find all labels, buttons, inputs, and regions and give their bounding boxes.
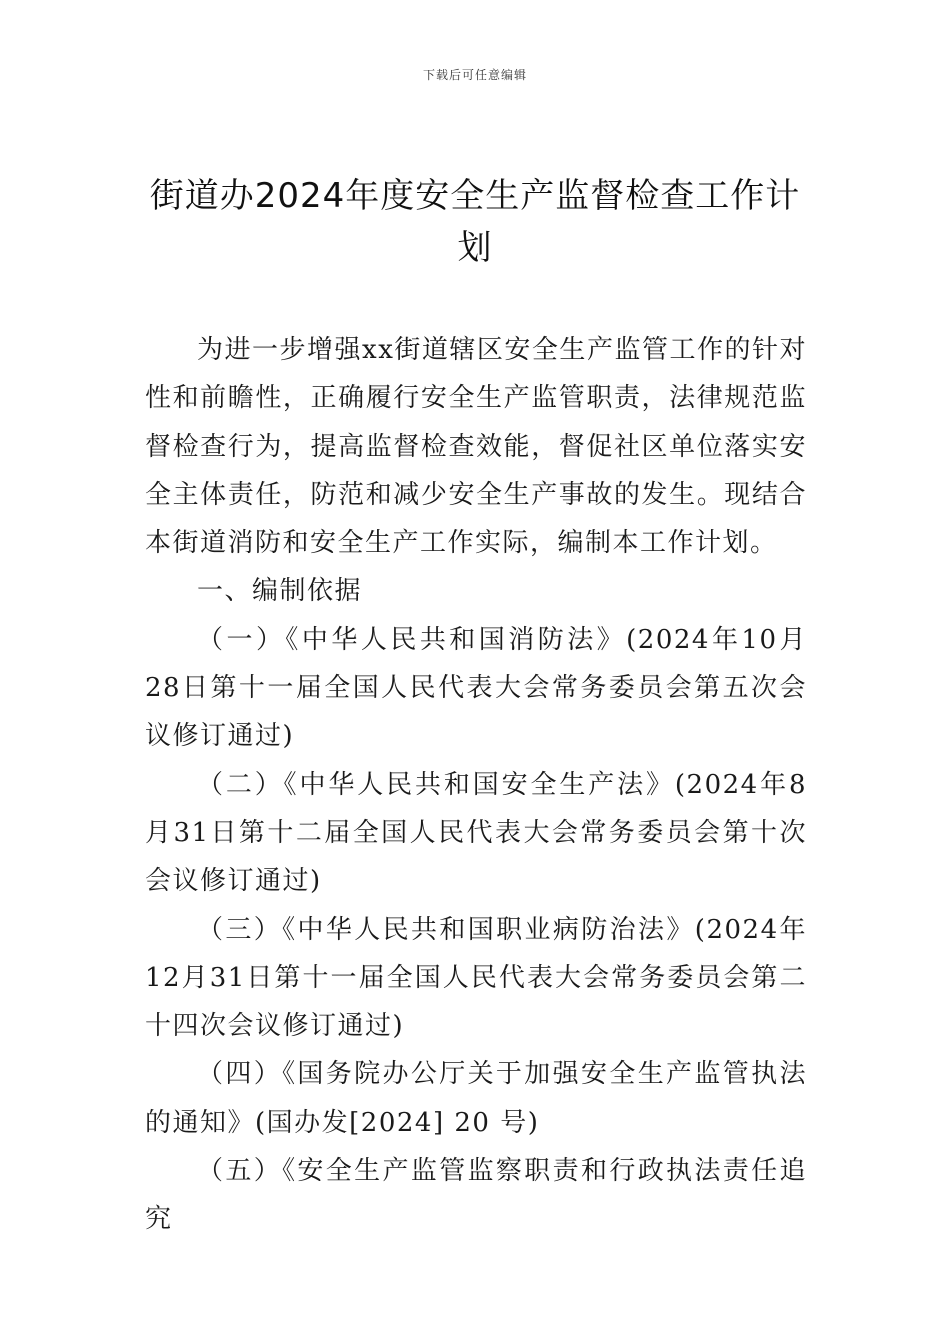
header-note: 下载后可任意编辑 xyxy=(422,68,527,82)
basis-item-4: （四）《国务院办公厅关于加强安全生产监管执法的通知》(国办发[2024] 20 号) xyxy=(145,1059,807,1138)
section-heading: 一、编制依据 xyxy=(197,576,363,607)
intro-paragraph: 为进一步增强xx街道辖区安全生产监管工作的针对性和前瞻性，正确履行安全生产监管职责，法律规范监督检查行为，提高监督检查效能，督促社区单位落实安全主体责任，防范和减少安全生产事故的发生。现结合本街道消防和安全生产工作实际，编制本工作计划。 xyxy=(145,335,807,559)
basis-item-2: （二）《中华人民共和国安全生产法》(2024年8月31日第十二届全国人民代表大会常务委员会第十次会议修订通过) xyxy=(145,769,807,897)
basis-item-3: （三）《中华人民共和国职业病防治法》(2024年12月31日第十一届全国人民代表大会常务委员会第二十四次会议修订通过) xyxy=(145,914,807,1042)
basis-item-1: （一）《中华人民共和国消防法》(2024年10月28日第十一届全国人民代表大会常务委员会第五次会议修订通过) xyxy=(145,624,807,752)
basis-item-5: （五）《安全生产监管监察职责和行政执法责任追究 xyxy=(145,1156,807,1235)
document-body xyxy=(145,326,807,1244)
document-title: 街道办2024年度安全生产监督检查工作计划 xyxy=(149,176,801,268)
